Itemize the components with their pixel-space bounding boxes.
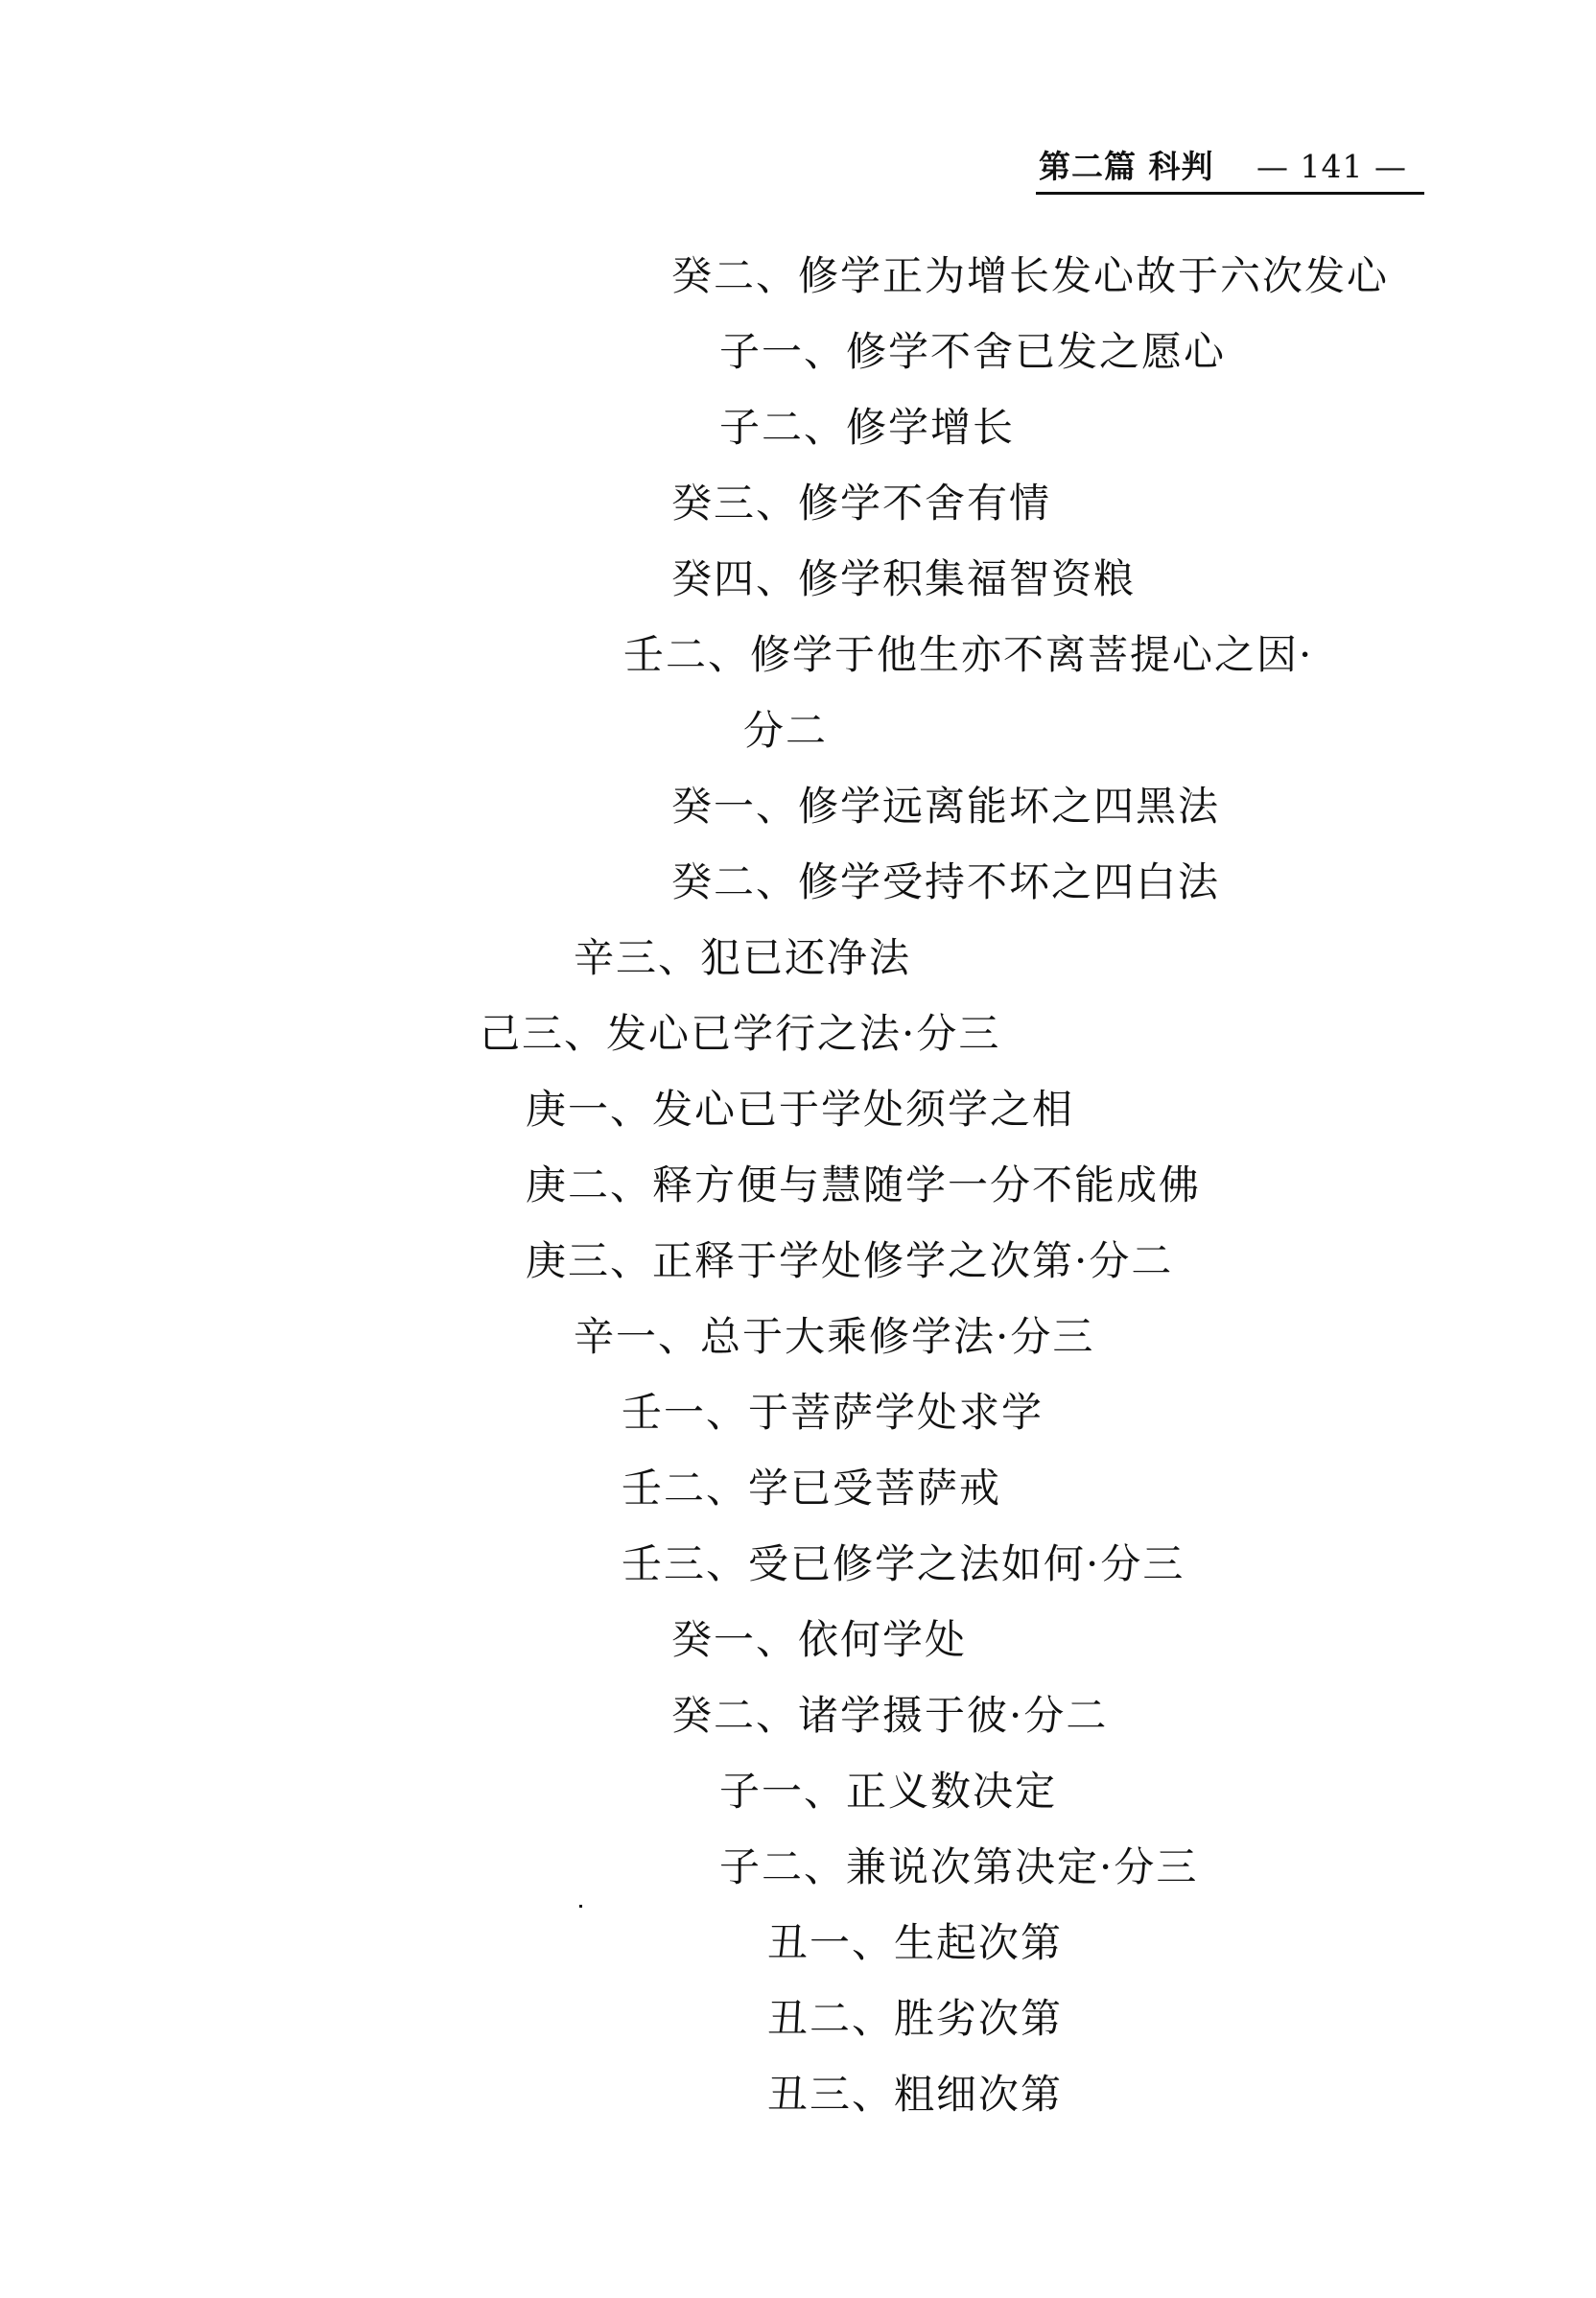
outline-item: 庚三、正释于学处修学之次第·分二 [526,1237,1174,1284]
outline-item: 庚一、发心已于学处须学之相 [526,1086,1075,1133]
outline-item: 子二、兼说次第决定·分三 [719,1843,1199,1890]
outline-item: 丑二、胜劣次第 [767,1995,1064,2042]
outline-item: 癸三、修学不舍有情 [671,480,1052,527]
outline-item: 壬三、受已修学之法如何·分三 [622,1540,1185,1587]
outline-item: 癸二、修学受持不坏之四白法 [671,858,1221,905]
section-title: 第二篇 科判 [1039,148,1214,185]
outline-item: 癸二、修学正为增长发心故于六次发心 [671,252,1390,299]
outline-item: 癸一、修学远离能坏之四黑法 [671,783,1221,830]
outline-item: 庚二、释方便与慧随学一分不能成佛 [526,1161,1202,1208]
outline-item: 癸二、诸学摄于彼·分二 [671,1692,1109,1739]
outline-item: 壬一、于菩萨学处求学 [622,1389,1044,1436]
page-number: — 141 — [1256,148,1407,185]
outline-item: 己三、发心已学行之法·分三 [480,1010,1001,1057]
outline-item-continuation: 分二 [743,707,829,754]
outline-item: 子一、修学不舍已发之愿心 [719,328,1227,375]
outline-item: 壬二、学已受菩萨戒 [622,1465,1002,1512]
outline-item: 癸一、依何学处 [671,1616,968,1663]
outline-item: 丑一、生起次第 [767,1919,1064,1966]
outline-item: 子二、修学增长 [719,404,1016,451]
outline-item: 子一、正义数决定 [719,1768,1058,1815]
outline-item: 癸四、修学积集福智资粮 [671,555,1137,602]
print-speck [579,1905,582,1908]
outline-item: 壬二、修学于他生亦不离菩提心之因· [623,631,1314,678]
outline-item: 辛一、总于大乘修学法·分三 [574,1313,1095,1360]
outline-item: 辛三、犯已还净法 [574,934,912,981]
outline-item: 丑三、粗细次第 [767,2071,1064,2118]
